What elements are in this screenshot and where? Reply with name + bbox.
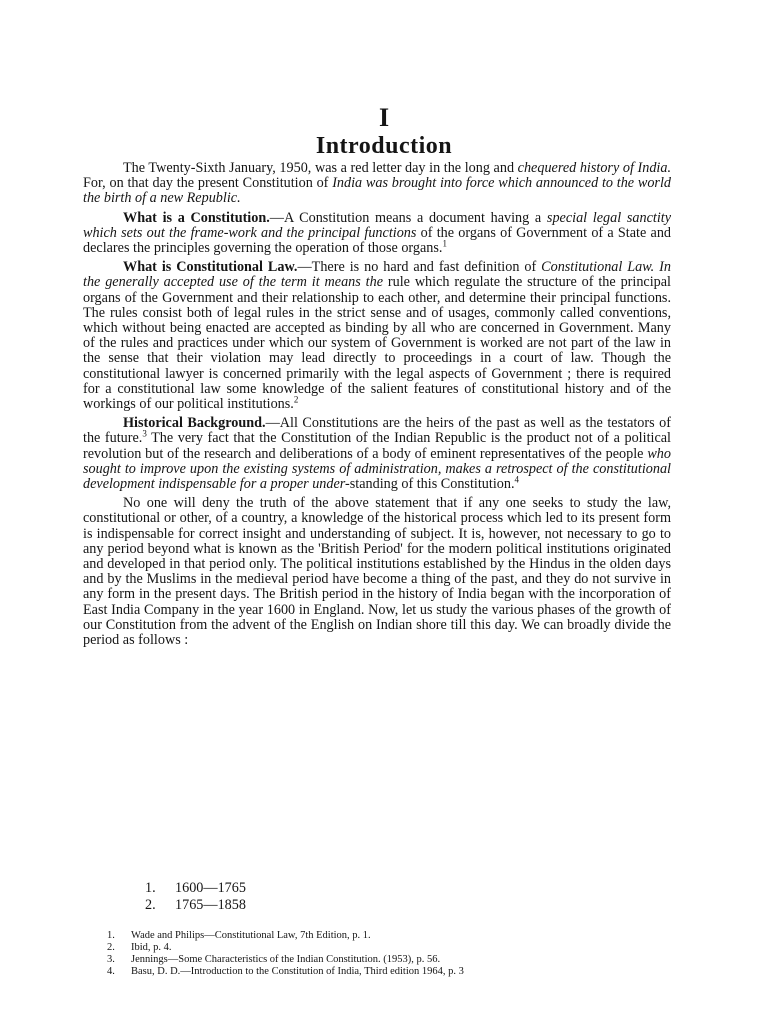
text-segment: who sought to improve upon the existing systems of administration, makes a retrospect of the constitutional development indispensable for a proper under- xyxy=(83,445,671,493)
footnote-text: Ibid, p. 4. xyxy=(131,942,172,953)
text-segment: —There is no hard and fast definition of xyxy=(297,259,542,276)
text-segment: —All Constitutions are the heirs of the past as well as the testators of the future. xyxy=(83,415,671,447)
chapter-title: Introduction xyxy=(315,133,453,159)
text-segment: —A Constitution means a document having a xyxy=(269,209,547,226)
period-range: 1765—1858 xyxy=(175,897,246,913)
footnote-item xyxy=(107,966,667,978)
footnotes xyxy=(107,930,667,978)
footnote-number: 3. xyxy=(107,954,115,965)
text-segment: The Twenty-Sixth January, 1950, was a red letter day in the long and xyxy=(123,160,518,176)
footnote-text: Basu, D. D.—Introduction to the Constitution of India, Third edition 1964, p. 3 xyxy=(131,966,464,977)
period-range: 1600—1765 xyxy=(175,880,246,896)
text-segment: For, on that day the present Constitution of xyxy=(83,175,333,192)
footnote-item xyxy=(107,930,667,942)
period-item xyxy=(145,897,345,914)
footnote-text: Jennings—Some Characteristics of the Indian Constitution. (1953), p. 56. xyxy=(131,954,441,965)
text-segment: The very fact that the Constitution of the Indian Republic is the product not of a political revolution but of the research and deliberations of a body of eminent representatives of the people xyxy=(83,430,671,462)
text-segment: rule which regulate the structure of the principal organs of the Government and their relationship to each other, and determine their principal functions. The rules consist both of legal rules in the strict sense and of usages, commonly called conventions, which without being enacted are accepted as binding by all who are concerned in Government. Many of the rules and practices under which our system of Government is worked are not part of the law in the sense that their violation may lead directly to proceedings in a court of law. Though the constitutional lawyer is concerned primarily with the legal aspects of Government ; there is required for a constitutional law some knowledge of the salient features of constitutional history and of the workings of our political institutions. xyxy=(83,274,671,413)
footnote-marker: 2 xyxy=(293,394,299,405)
paragraph xyxy=(83,416,671,492)
footnote-marker: 4 xyxy=(514,474,519,485)
footnote-number: 1. xyxy=(107,930,115,941)
footnote-number: 4. xyxy=(107,966,115,977)
footnote-item xyxy=(107,942,667,954)
text-segment: standing of this Constitution. xyxy=(349,476,515,493)
period-number: 1. xyxy=(145,880,156,896)
paragraph-heading: What is Constitutional Law. xyxy=(123,259,298,276)
period-item xyxy=(145,880,345,897)
text-segment: special legal sanctity which sets out the frame-work and the principal functions xyxy=(83,209,672,241)
text-segment: India was brought into force which announced to the world the birth of a new Republic. xyxy=(83,175,671,207)
chapter-number: I xyxy=(378,103,390,132)
footnote-item xyxy=(107,954,667,966)
footnote-number: 2. xyxy=(107,942,115,953)
period-number: 2. xyxy=(145,897,156,913)
footnote-marker: 1 xyxy=(442,238,447,249)
text-segment: No one will deny the truth of the above statement that if any one seeks to study the law, constitutional or other, of a country, a knowledge of the historical process which led to its present form is indispensable for correct insight and understanding of subject. It is, however, not necessary to go to any period beyond what is known as the 'British Period' for the modern political institutions originated and developed in that period only. The political institutions established by the Hindus in the olden days and by the Muslims in the medieval period have become a thing of the past, and they do not survive in any form in the present days. The British period in the history of India began with the incorporation of East India Company in the year 1600 in England. Now, let us study the various phases of the growth of our Constitution from the advent of the English on Indian shore till this day. We can broadly divide the period as follows : xyxy=(83,495,671,649)
body-text xyxy=(83,161,671,652)
paragraph xyxy=(83,260,671,412)
paragraph-heading: What is a Constitution. xyxy=(123,209,270,226)
text-segment: Constitutional Law. In the generally accepted use of the term it means the xyxy=(83,259,671,291)
footnote-text: Wade and Philips—Constitutional Law, 7th Edition, p. 1. xyxy=(131,930,371,941)
text-segment: chequered history of India. xyxy=(517,160,671,176)
paragraph xyxy=(83,161,671,207)
text-segment: of the organs of Government of a State and declares the principles governing the operation of those organs. xyxy=(83,224,672,257)
paragraph-heading: Historical Background. xyxy=(123,415,266,432)
paragraph xyxy=(83,211,671,257)
period-list xyxy=(145,880,345,914)
paragraph xyxy=(83,496,671,648)
footnote-marker: 3 xyxy=(142,428,147,439)
